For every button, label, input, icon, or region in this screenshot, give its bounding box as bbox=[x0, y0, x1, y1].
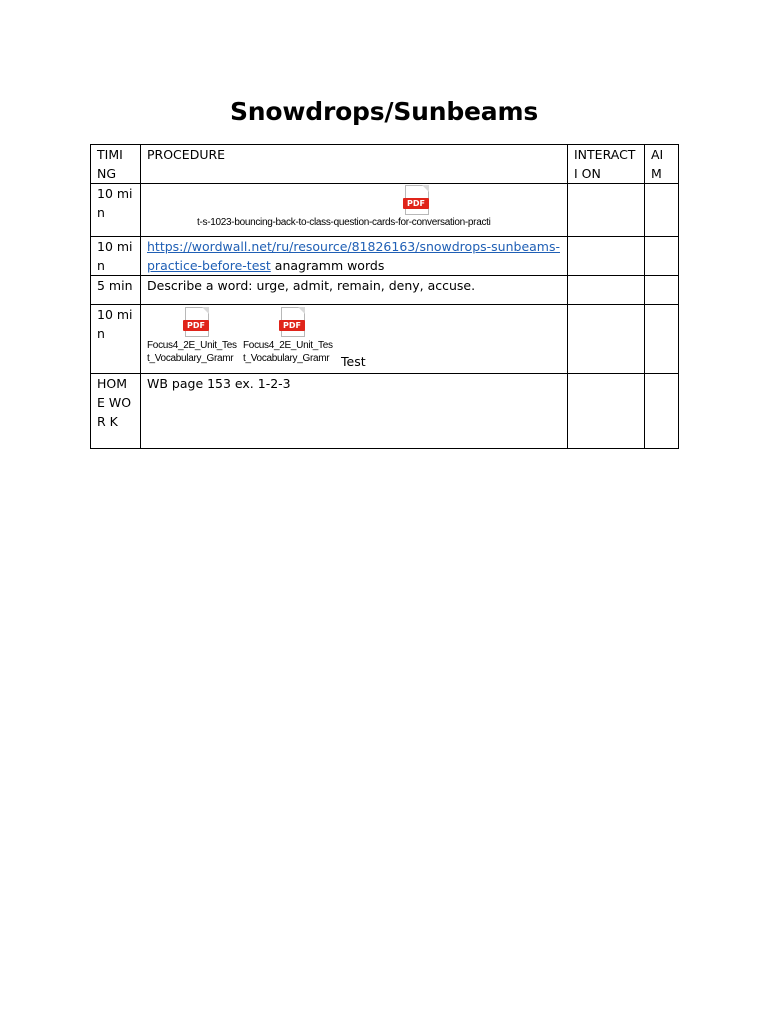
aim-cell bbox=[645, 237, 679, 276]
procedure-cell bbox=[141, 305, 568, 374]
table-row bbox=[91, 184, 679, 237]
header-procedure: PROCEDURE bbox=[141, 145, 568, 184]
aim-cell bbox=[645, 305, 679, 374]
aim-cell bbox=[645, 276, 679, 305]
table-header-row bbox=[91, 145, 679, 184]
page-title: Snowdrops/Sunbeams bbox=[229, 97, 539, 126]
trailing-text: Test bbox=[341, 354, 366, 369]
procedure-cell: WB page 153 ex. 1-2-3 bbox=[141, 374, 568, 449]
interaction-cell bbox=[568, 374, 645, 449]
link-suffix-text: anagramm words bbox=[270, 258, 385, 273]
header-timing: TIMI NG bbox=[91, 145, 141, 184]
table-row bbox=[91, 305, 679, 374]
interaction-cell bbox=[568, 184, 645, 237]
pdf-attachment[interactable] bbox=[147, 184, 561, 236]
timing-cell: 10 min bbox=[91, 237, 141, 276]
timing-cell: HOM E WOR K bbox=[91, 374, 141, 449]
aim-cell bbox=[645, 374, 679, 449]
interaction-cell bbox=[568, 276, 645, 305]
table-row bbox=[91, 237, 679, 276]
table-row bbox=[91, 276, 679, 305]
procedure-cell: Describe a word: urge, admit, remain, deny, accuse. bbox=[141, 276, 568, 305]
interaction-cell bbox=[568, 305, 645, 374]
timing-cell: 5 min bbox=[91, 276, 141, 305]
attachment-filename: Focus4_2E_Unit_Tes t_Vocabulary_Gramr bbox=[147, 340, 237, 364]
timing-cell: 10 min bbox=[91, 305, 141, 374]
attachment-filename: Focus4_2E_Unit_Tes t_Vocabulary_Gramr bbox=[243, 340, 333, 364]
procedure-cell bbox=[141, 184, 568, 237]
procedure-cell bbox=[141, 237, 568, 276]
wordwall-link[interactable]: https://wordwall.net/ru/resource/81826163/snowdrops-sunbeams-practice-before-test bbox=[147, 239, 560, 273]
header-interaction: INTERACTI ON bbox=[568, 145, 645, 184]
aim-cell bbox=[645, 184, 679, 237]
pdf-icon[interactable]: PDF bbox=[185, 307, 211, 338]
header-aim: AI M bbox=[645, 145, 679, 184]
timing-cell: 10 min bbox=[91, 184, 141, 237]
pdf-icon[interactable]: PDF bbox=[281, 307, 307, 338]
interaction-cell bbox=[568, 237, 645, 276]
attachment-filename: t-s-1023-bouncing-back-to-class-question-cards-for-conversation-practi bbox=[197, 217, 491, 228]
lesson-plan-table bbox=[90, 144, 679, 449]
pdf-icon[interactable]: PDF bbox=[405, 185, 431, 216]
table-row bbox=[91, 374, 679, 449]
